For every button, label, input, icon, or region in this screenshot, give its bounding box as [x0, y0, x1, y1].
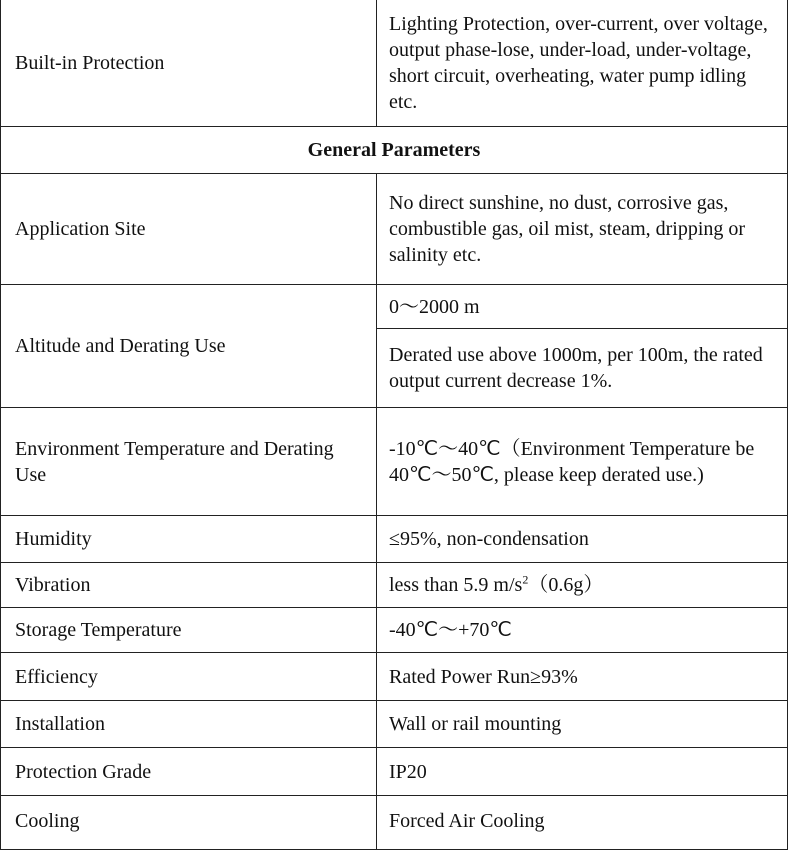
- value-text: （0.6g）: [528, 574, 604, 596]
- table-row: [1, 796, 788, 850]
- table-row: [1, 0, 788, 127]
- table-row: [1, 285, 788, 329]
- row-label: Protection Grade: [1, 748, 377, 796]
- row-value: 0～2000 m: [377, 285, 788, 329]
- table-row: [1, 563, 788, 608]
- row-value: Rated Power Run≥93%: [377, 653, 788, 701]
- table-row: [1, 701, 788, 748]
- row-label: Vibration: [1, 563, 377, 608]
- table-row: [1, 608, 788, 653]
- row-label: Built-in Protection: [1, 0, 377, 127]
- row-label: Altitude and Derating Use: [1, 285, 377, 408]
- table-row: [1, 748, 788, 796]
- superscript: 2: [522, 572, 529, 587]
- table-row: [1, 174, 788, 285]
- row-value: ≤95%, non-condensation: [377, 516, 788, 563]
- row-value: Wall or rail mounting: [377, 701, 788, 748]
- row-value: Lighting Protection, over-current, over voltage, output phase-lose, under-load, under-voltage, short circuit, overheating, water pump idling etc.: [377, 0, 788, 127]
- row-value: -40℃～+70℃: [377, 608, 788, 653]
- row-value: No direct sunshine, no dust, corrosive gas, combustible gas, oil mist, steam, dripping or salinity etc.: [377, 174, 788, 285]
- row-value: [377, 563, 788, 608]
- row-label: Installation: [1, 701, 377, 748]
- row-label: Application Site: [1, 174, 377, 285]
- row-label: Humidity: [1, 516, 377, 563]
- row-value: IP20: [377, 748, 788, 796]
- table-row: [1, 408, 788, 516]
- row-value: -10℃～40℃（Environment Temperature be 40℃～50℃, please keep derated use.): [377, 408, 788, 516]
- row-value: Derated use above 1000m, per 100m, the rated output current decrease 1%.: [377, 329, 788, 408]
- row-label: Environment Temperature and Derating Use: [1, 408, 377, 516]
- section-header: General Parameters: [1, 127, 788, 174]
- row-label: Storage Temperature: [1, 608, 377, 653]
- row-label: Cooling: [1, 796, 377, 850]
- section-header-row: [1, 127, 788, 174]
- row-value: Forced Air Cooling: [377, 796, 788, 850]
- table-row: [1, 516, 788, 563]
- value-text: less than 5.9 m/s: [389, 574, 523, 596]
- row-label: Efficiency: [1, 653, 377, 701]
- table-row: [1, 653, 788, 701]
